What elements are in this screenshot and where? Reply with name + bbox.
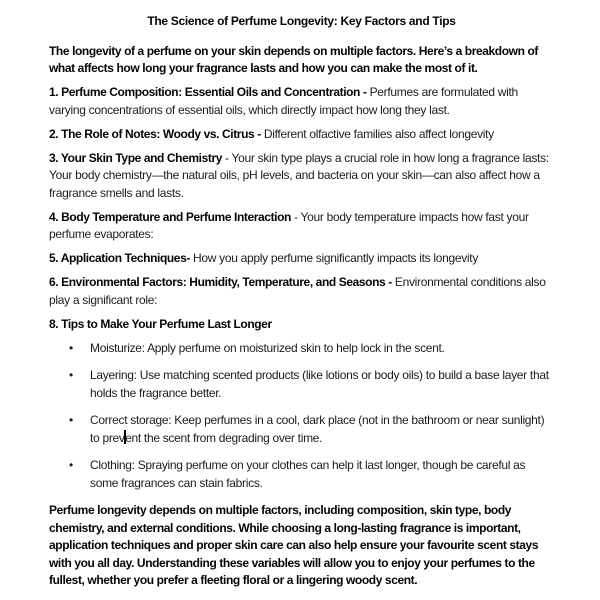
tips-list <box>49 340 554 493</box>
section-3-body: - Your skin type plays a crucial role in how long a fragrance lasts: Your body chemistry—the natural oils, pH levels, and bacteria on your skin—can also affect how a fragrance smells and lasts. <box>49 150 549 200</box>
section-1-body: Perfumes are formulated with varying concentrations of essential oils, which directly impact how long they last. <box>49 85 518 117</box>
section-3-heading: 3. Your Skin Type and Chemistry <box>49 150 222 165</box>
list-item-layering[interactable] <box>49 367 554 402</box>
list-item-clothing[interactable] <box>49 457 554 492</box>
section-8-heading: 8. Tips to Make Your Perfume Last Longer <box>49 316 272 331</box>
list-item-text: Moisturize: Apply perfume on moisturized skin to help lock in the scent. <box>90 340 445 355</box>
list-item-text: Clothing: Spraying perfume on your clothes can help it last longer, though be careful as some fragrances can stain fabrics. <box>90 458 526 490</box>
section-2-heading: 2. The Role of Notes: Woody vs. Citrus - <box>49 126 261 141</box>
section-4-heading: 4. Body Temperature and Perfume Interaction <box>49 209 291 224</box>
section-1-composition[interactable] <box>49 84 554 119</box>
section-2-notes[interactable] <box>49 126 554 144</box>
list-item-text: Layering: Use matching scented products (like lotions or body oils) to build a base layer that holds the fragrance better. <box>90 368 549 400</box>
list-item-moisturize[interactable] <box>49 340 554 358</box>
section-6-body: Environmental conditions also play a significant role: <box>49 275 546 307</box>
intro-paragraph[interactable]: The longevity of a perfume on your skin depends on multiple factors. Here’s a breakdown of what affects how long your fragrance lasts and how you can make the most of it. <box>49 43 538 75</box>
list-item-text-before-caret: Correct storage: Keep perfumes in a cool, dark place (not in the bathroom or near sunlight) to prev <box>90 413 545 445</box>
section-2-body: Different olfactive families also affect longevity <box>263 126 494 141</box>
list-item-text-after-caret: ent the scent from degrading over time. <box>125 430 323 445</box>
section-5-body: How you apply perfume significantly impacts its longevity <box>193 251 479 265</box>
section-6-environment[interactable] <box>49 274 554 309</box>
list-item-storage[interactable] <box>49 412 554 447</box>
conclusion-paragraph[interactable]: Perfume longevity depends on multiple factors, including composition, skin type, body chemistry, and external conditions. While choosing a long-lasting fragrance is important, application techniques and proper skin care can also help ensure your favourite scent stays with you all day. Understanding these variables will allow you to enjoy your perfumes to the fullest, whether you prefer a fleeting floral or a lingering woody scent. <box>49 503 539 587</box>
section-5-heading: 5. Application Techniques- <box>49 251 190 265</box>
section-1-heading: 1. Perfume Composition: Essential Oils and Concentration - <box>49 85 367 99</box>
section-6-heading: 6. Environmental Factors: Humidity, Temperature, and Seasons - <box>49 275 392 289</box>
section-3-skin-type[interactable] <box>49 150 554 203</box>
document-title: The Science of Perfume Longevity: Key Factors and Tips <box>147 14 456 28</box>
section-4-body: - Your body temperature impacts how fast your perfume evaporates: <box>49 209 529 241</box>
section-5-application[interactable] <box>49 250 554 268</box>
section-8-tips[interactable] <box>49 316 554 334</box>
section-4-body-temperature[interactable] <box>49 209 554 244</box>
